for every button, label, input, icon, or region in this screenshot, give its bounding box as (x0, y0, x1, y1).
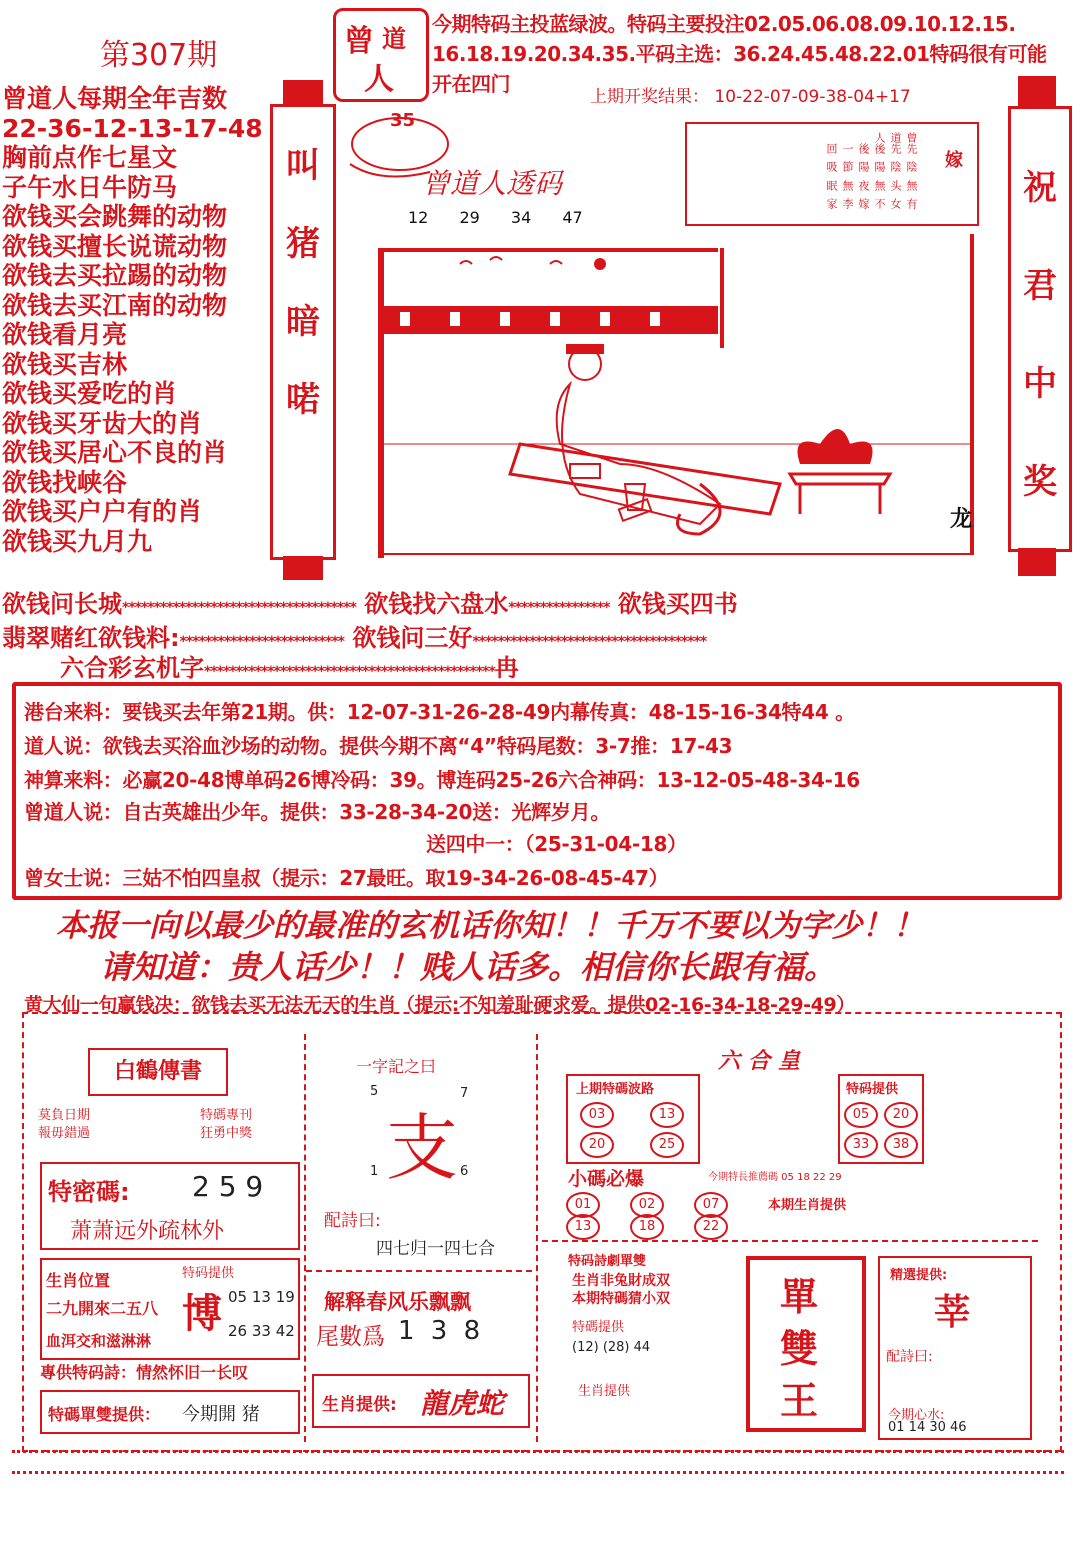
left-list-item: 胸前点作七星文 (2, 143, 178, 172)
left-list-item: 欲钱买爱吃的肖 (2, 379, 178, 408)
left-list-item: 欲钱买居心不良的肖 (2, 438, 228, 467)
tema-label: 特密碼: (48, 1178, 130, 1206)
small-ball: 07 (694, 1192, 728, 1218)
right-scroll-char: 中 (1023, 364, 1057, 404)
riddle-line-3 (60, 648, 519, 683)
scholar-scene-image (370, 234, 990, 574)
mid-divider (306, 1270, 532, 1274)
mid-big-char: 支 (386, 1106, 459, 1190)
left-list-item: 22-36-12-13-17-48 (2, 113, 263, 143)
mid-num: 5 (370, 1084, 379, 1099)
top-line-2: 16.18.19.20.34.35.平码主选：36.24.45.48.22.01特码很有可能 (432, 42, 1047, 66)
left-scroll-char: 猪 (286, 224, 320, 264)
left-list-item: 欲钱买九月九 (2, 526, 153, 556)
small-ball: 22 (694, 1214, 728, 1240)
left-list-item: 子午水日牛防马 (2, 172, 178, 202)
poem-line: 專供特码詩：情然怀旧一长叹 (40, 1363, 249, 1382)
mid-num: 6 (460, 1164, 469, 1179)
picture-corner-char: 龙 (950, 507, 973, 532)
left-list-item: 欲钱看月亮 (2, 320, 128, 349)
mid-sx-value: 龍虎蛇 (420, 1387, 505, 1420)
mid-title: 一字記之曰 (356, 1057, 437, 1076)
note: 特碼專刊 (200, 1108, 253, 1123)
info-line: 曾女士说：三姑不怕四皇叔（提示：27最旺。取19-34-26-08-45-47） (24, 866, 669, 890)
baihe-header: 白鶴傳書 (88, 1048, 228, 1096)
king-char: 王 (780, 1379, 819, 1423)
riddle-text: 欲钱问三好 (352, 624, 473, 652)
left-scroll-char: 叫 (286, 146, 320, 186)
riddle-stars: ************************************* (122, 600, 356, 616)
svg-text:人: 人 (364, 62, 394, 97)
info-box (12, 682, 1062, 900)
left-riddle-list (2, 84, 263, 556)
small-ball: 13 (566, 1214, 600, 1240)
poem-columns (699, 132, 919, 216)
last-result: 上期开奖结果： 10-22-07-09-38-04+17 (590, 87, 911, 107)
top-line-3: 开在四门 (432, 72, 510, 96)
small-ball: 01 (566, 1192, 600, 1218)
right-tema-nums: (12) (28) 44 (572, 1340, 651, 1355)
info-line: 港台来料：要钱买去年第21期。供：12-07-31-26-28-49内幕传真：48-15-16-34特44 。 (24, 700, 855, 724)
note: 莫負日期 (38, 1108, 91, 1123)
bottom-border-strip (12, 1450, 1064, 1474)
left-list-item: 欲钱买会跳舞的动物 (2, 202, 228, 231)
riddle-text: 欲钱买四书 (617, 590, 738, 618)
logo-seal-icon (336, 11, 426, 99)
left-list-item: 欲钱买擅长说谎动物 (2, 231, 228, 261)
tema-ball: 20 (884, 1102, 918, 1128)
picture-number: 47 (562, 208, 583, 227)
picture-number: 34 (510, 208, 532, 227)
right-scroll-top-cap (1018, 76, 1056, 106)
poem-column: 無头無夜無眠 (825, 179, 918, 191)
sx-title: 本期生肖提供 (768, 1198, 847, 1213)
right-scroll-char: 奖 (1023, 462, 1057, 502)
left-list-item: 欲钱买吉林 (2, 349, 128, 379)
peishi-value: 四七归一四七合 (376, 1239, 495, 1259)
riddle-text: 翡翠赌红欲钱料: (2, 624, 180, 652)
right-peishi: 配詩曰: (886, 1349, 933, 1365)
weishu-label: 尾數爲 (316, 1324, 385, 1350)
danshuang-label: 特碼單雙提供： (48, 1405, 161, 1424)
note: 狂勇中獎 (200, 1126, 253, 1141)
sx-line: 二九開來二五八 (46, 1299, 159, 1318)
left-list-item: 曾道人每期全年吉数 (2, 84, 228, 113)
danshuang-value: 今期開 猪 (182, 1404, 260, 1425)
info-line: 神算来料：必赢20-48博单码26博冷码：39。博连码25-26六合神码：13-12-05-48-34-16 (24, 768, 860, 792)
wave-title: 上期特碼波路 (576, 1082, 655, 1097)
riddle-stars: **************** (508, 600, 610, 616)
right-scroll-char: 祝 (1023, 168, 1057, 208)
tema-nums: 05 13 19 (228, 1288, 295, 1306)
tema-value: 2 5 9 (192, 1170, 264, 1203)
svg-text:曾: 曾 (344, 24, 374, 59)
tema-ball: 38 (884, 1132, 918, 1158)
wave-panel (566, 1074, 700, 1164)
sx-line: 血洱交和滋淋淋 (46, 1332, 152, 1350)
center-illustration (340, 104, 1000, 574)
danshuang-title: 特码詩劇單雙 (568, 1254, 647, 1269)
mid-num: 1 (370, 1164, 379, 1179)
bottom-left-panel (28, 1034, 306, 1442)
riddle-text: 欲钱问长城 (2, 590, 122, 618)
tema-poem: 萧萧远外疏林外 (70, 1219, 225, 1244)
right-sx-tigong: 生肖提供 (578, 1384, 631, 1399)
small-title: 小碼必爆 (568, 1168, 645, 1190)
right-tema-panel (838, 1074, 924, 1164)
info-line: 道人说：欲钱去买浴血沙场的动物。提供今期不离“4”特码尾数：3-7推：17-43 (24, 734, 733, 758)
info-line: 送四中一：（25-31-04-18） (426, 832, 687, 856)
poem-column: 陰陰陽陽節吸 (825, 161, 918, 173)
small-ball: 02 (630, 1192, 664, 1218)
logo-seal (333, 8, 429, 102)
note: 報毋錯過 (38, 1126, 91, 1141)
mid-num: 7 (460, 1086, 469, 1101)
poem-box (685, 122, 979, 226)
wave-ball: 25 (650, 1132, 684, 1158)
danshuang-line: 生肖非兔財成双 (572, 1273, 670, 1289)
mid-sx-label: 生肖提供: (322, 1395, 397, 1415)
poem-column: 有女不嫁李家 (825, 197, 918, 209)
issue-number: 第307期 (100, 38, 218, 73)
wave-ball: 03 (580, 1102, 614, 1128)
left-scroll-char: 喏 (286, 380, 320, 420)
danshuang-line: 本期特碼猜小双 (572, 1291, 670, 1307)
left-scroll (270, 104, 336, 560)
wave-ball: 13 (650, 1102, 684, 1128)
picture-title: 曾道人透码 (422, 167, 563, 200)
small-ball: 18 (630, 1214, 664, 1240)
right-scroll-bottom-cap (1018, 548, 1056, 576)
king-char: 單 (780, 1275, 819, 1319)
wave-ball: 20 (580, 1132, 614, 1158)
slogan-2: 请知道：贵人话少！！贱人话多。相信你长跟有福。 (100, 948, 837, 986)
info-line: 曾道人说：自古英雄出少年。提供：33-28-34-20送：光辉岁月。 (24, 800, 611, 824)
picture-numbers (408, 208, 583, 227)
riddle-text: 冉 (494, 654, 519, 682)
left-scroll-bottom-cap (283, 556, 323, 580)
left-scroll-top-cap (283, 80, 323, 106)
poem-column: 先先後後一回 (825, 143, 918, 154)
svg-text:道: 道 (382, 24, 406, 53)
free-line: 今期特長推薦碼 05 18 22 29 (708, 1172, 842, 1183)
danshuang-panel (40, 1390, 300, 1434)
slogan-1: 本报一向以最少的最准的玄机话你知！！千万不要以为字少！！ (56, 908, 924, 944)
right-divider (542, 1240, 1038, 1244)
jingxuan-char: 莘 (934, 1292, 971, 1333)
weishu-value: 1 3 8 (398, 1316, 485, 1346)
riddle-line-1 (2, 584, 738, 619)
right-scroll (1008, 106, 1072, 552)
mid-sx-panel (312, 1374, 530, 1428)
jinqi-label: 今期心水: (888, 1408, 945, 1423)
jingxuan-label: 精選提供: (890, 1268, 948, 1283)
top-line-1: 今期特码主投蓝绿波。特码主要投注02.05.06.08.09.10.12.15. (432, 12, 1016, 36)
sx-label: 生肖位置 (46, 1271, 111, 1290)
tema-panel (40, 1162, 300, 1250)
poem-column: 曾道人 (873, 132, 918, 143)
left-scroll-char: 暗 (286, 302, 320, 342)
king-panel (746, 1256, 866, 1432)
picture-number: 12 (408, 208, 429, 227)
tema-tigong: 特码提供 (182, 1266, 235, 1281)
riddle-text: 六合彩玄机字 (60, 654, 204, 682)
right-tema-tigong: 特碼提供 (572, 1320, 625, 1335)
king-char: 雙 (780, 1327, 819, 1371)
bottom-right-panel (536, 1034, 1042, 1442)
tema-ball: 05 (844, 1102, 878, 1128)
huang-line: 黄大仙一句赢钱决：欲钱去买无法无天的生肖（提示:不知羞耻硬求爱。提供02-16-34-18-29-49） (24, 994, 855, 1016)
riddle-stars: ************************** (179, 634, 344, 650)
poem-head: 嫁 (945, 150, 963, 171)
right-title: 六合皇 (718, 1049, 809, 1074)
shengxiao-panel (40, 1258, 300, 1360)
bottom-mid-panel (306, 1034, 532, 1442)
jieshi: 解释春风乐飘飘 (324, 1290, 471, 1314)
right-scroll-char: 君 (1023, 266, 1057, 306)
peishi-label: 配詩曰: (324, 1211, 381, 1231)
jinqi-nums: 01 14 30 46 (888, 1420, 967, 1435)
riddle-stars: ********************************************** (204, 664, 495, 680)
left-list-item: 欲钱买户户有的肖 (2, 497, 203, 526)
left-list-item: 欲钱找峡谷 (2, 467, 128, 497)
left-list-item: 欲钱去买江南的动物 (2, 290, 228, 320)
right-tema-title: 特码提供 (846, 1082, 899, 1097)
picture-number: 29 (459, 208, 480, 227)
jingxuan-panel (878, 1256, 1032, 1440)
bo-char: 博 (182, 1291, 222, 1337)
tema-ball: 33 (844, 1132, 878, 1158)
tema-nums: 26 33 42 (228, 1322, 295, 1340)
left-list-item: 欲钱去买拉踢的动物 (2, 261, 228, 290)
riddle-text: 欲钱找六盘水 (364, 590, 509, 618)
left-list-item: 欲钱买牙齿大的肖 (2, 408, 203, 438)
riddle-stars: ************************************* (472, 634, 707, 650)
moon-number: 35 (390, 110, 416, 131)
